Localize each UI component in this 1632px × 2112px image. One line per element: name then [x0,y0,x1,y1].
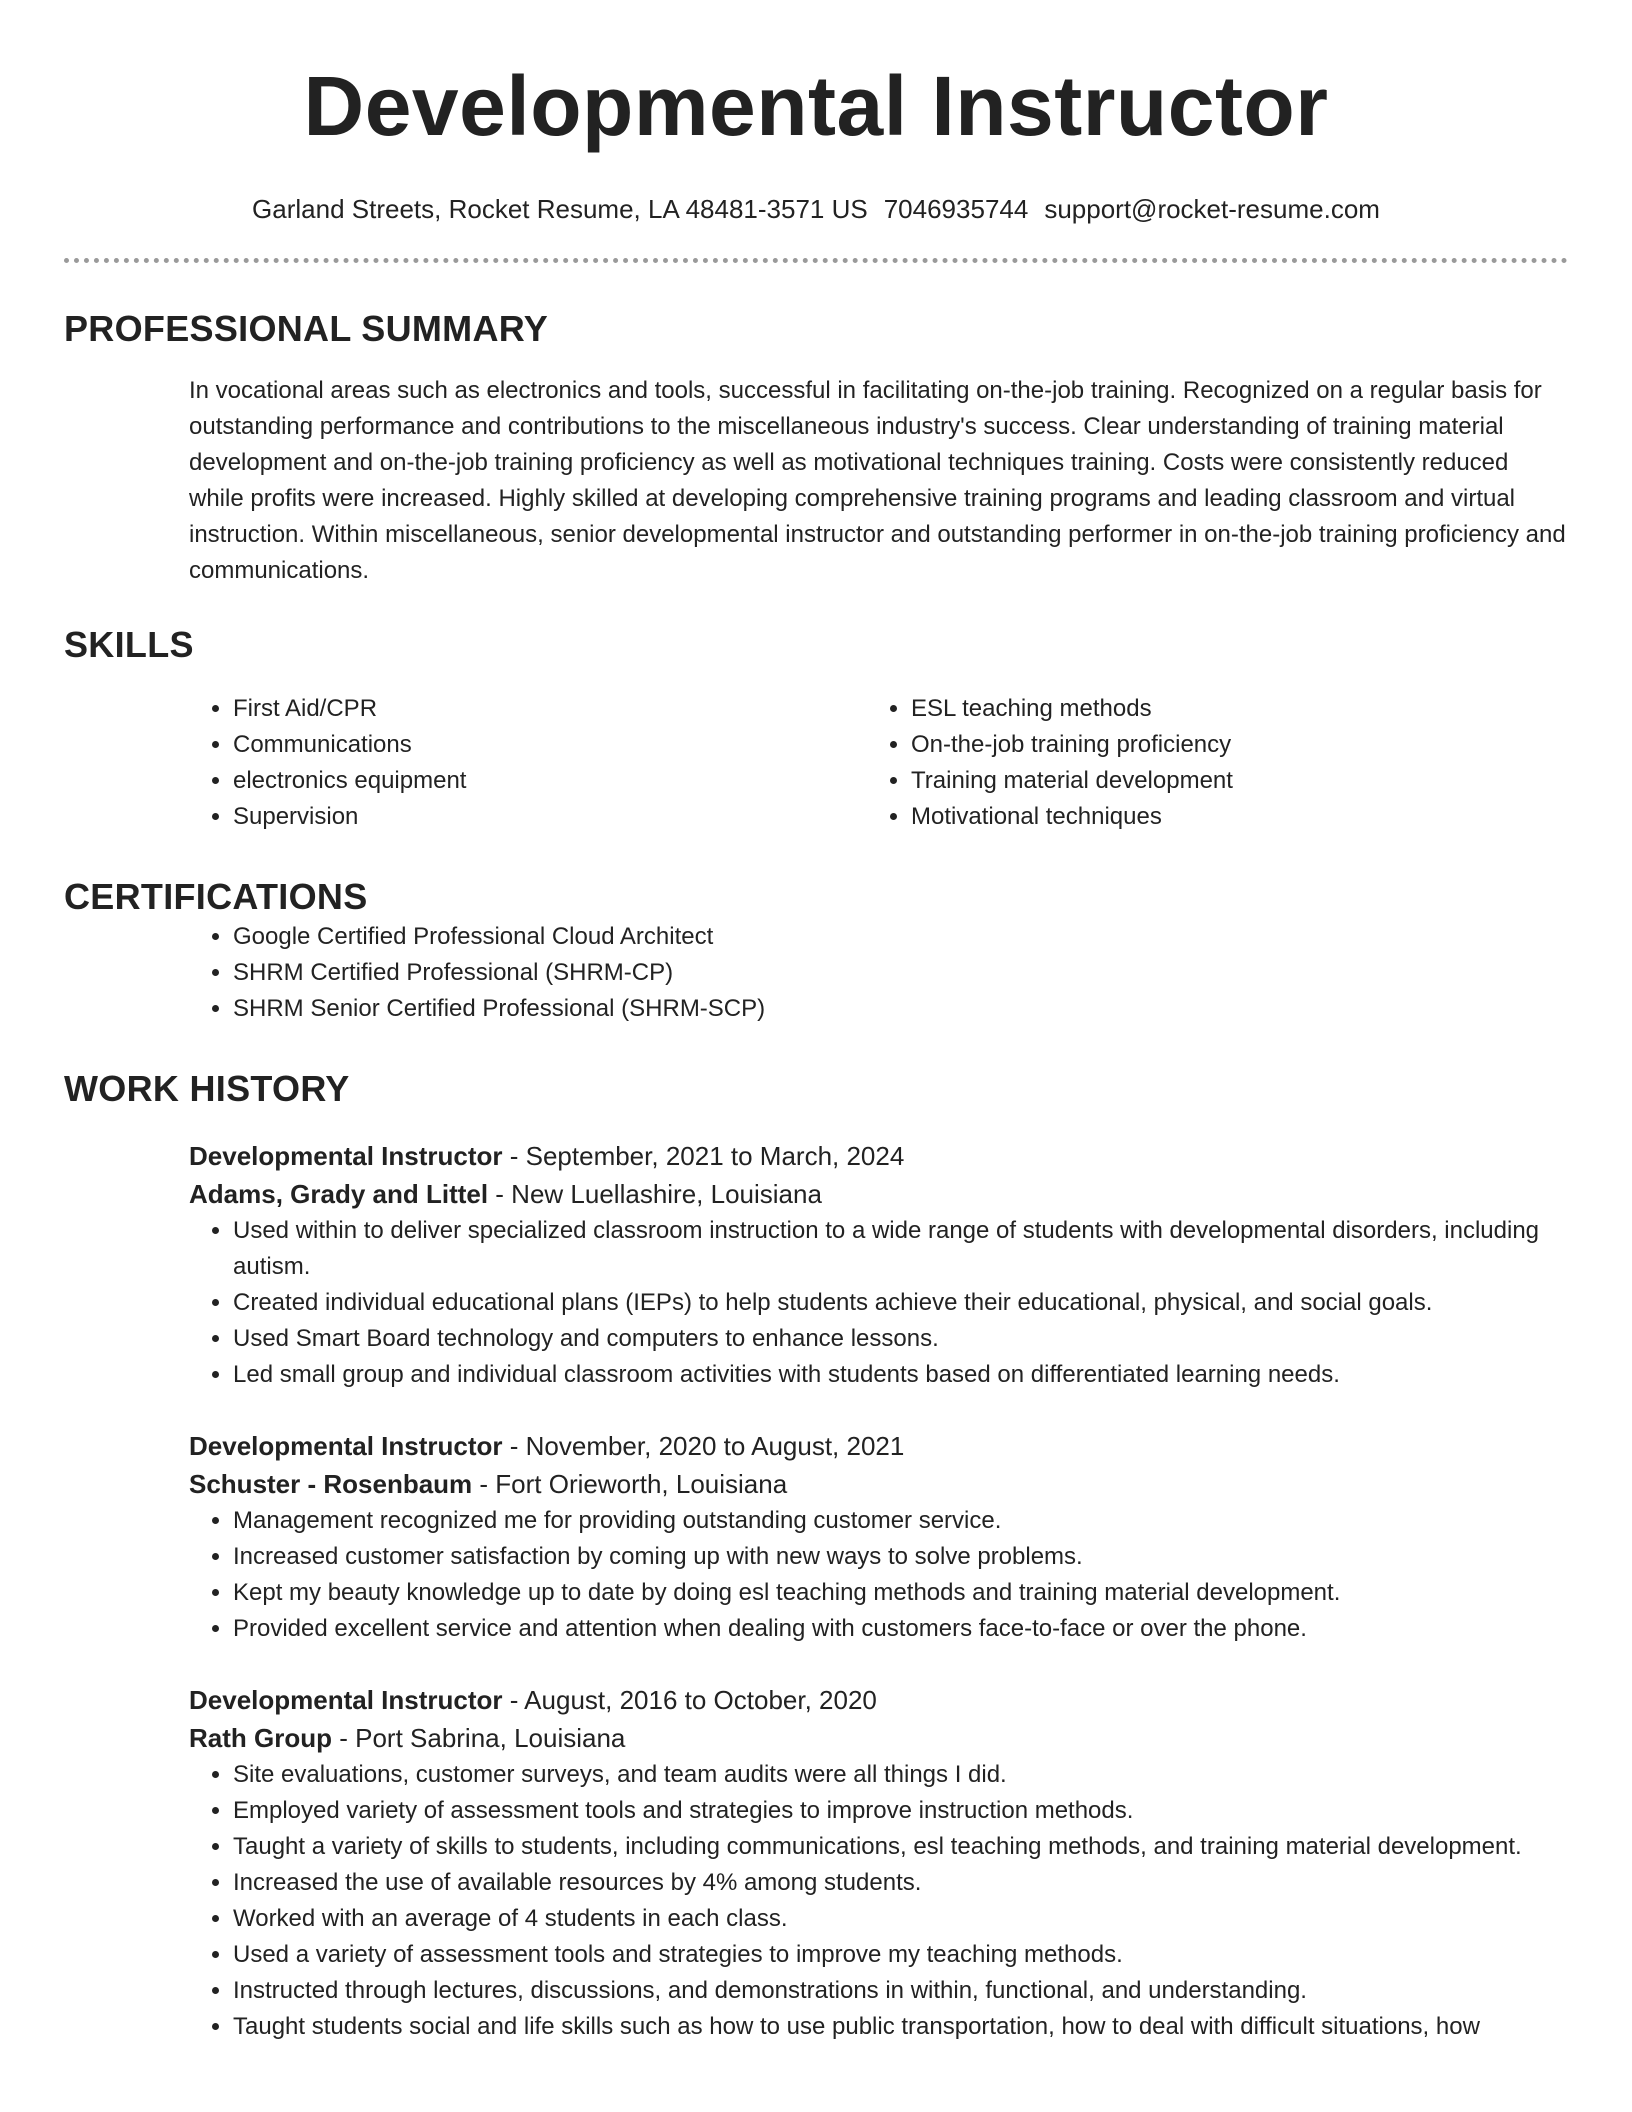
job-entry [189,1681,1568,2045]
certifications-list [189,919,1568,1027]
job-bullet: • Management recognized me for providing outstanding customer service. [233,1503,1568,1539]
skill-item: • ESL teaching methods [911,691,1545,727]
contact-phone: 7046935744 [883,194,1029,224]
job-bullet: • Worked with an average of 4 students in each class. [233,1901,1568,1937]
skill-item: • Supervision [233,799,867,835]
header-divider [64,258,1568,263]
skills-grid [189,691,1568,835]
job-bullet: • Instructed through lectures, discussions, and demonstrations in within, functional, and understanding. [233,1973,1568,2009]
job-entry [189,1427,1568,1647]
job-bullet: • Used a variety of assessment tools and strategies to improve my teaching methods. [233,1937,1568,1973]
candidate-name: Developmental Instructor [303,59,1329,153]
job-location: - Port Sabrina, Louisiana [332,1723,626,1753]
job-bullet: • Employed variety of assessment tools and strategies to improve instruction methods. [233,1793,1568,1829]
job-dates: - September, 2021 to March, 2024 [502,1141,905,1171]
job-bullet: • Created individual educational plans (IEPs) to help students achieve their educational, physical, and social goals. [233,1285,1568,1321]
job-bullet: • Taught students social and life skills such as how to use public transportation, how to deal with difficult situations, how [233,2009,1568,2045]
work-history-section [64,1067,1568,2045]
job-company: Schuster - Rosenbaum [189,1469,473,1499]
job-bullet: • Provided excellent service and attention when dealing with customers face-to-face or over the phone. [233,1611,1568,1647]
contact-email: support@rocket-resume.com [1044,194,1380,224]
job-company-line [189,1719,1568,1757]
skill-item: • Training material development [911,763,1545,799]
job-location: - New Luellashire, Louisiana [488,1179,822,1209]
summary-text: In vocational areas such as electronics and tools, successful in facilitating on-the-job training. Recognized on a regular basis for outstanding performance and contributions to the miscellaneous industry's success. Clear understanding of training material development and on-the-job training proficiency as well as motivational techniques training. Costs were consistently reduced while profits were increased. Highly skilled at developing comprehensive training programs and leading classroom and virtual instruction. Within miscellaneous, senior developmental instructor and outstanding performer in on-the-job training proficiency and communications. [189,377,1566,584]
job-location: - Fort Orieworth, Louisiana [472,1469,788,1499]
job-title: Developmental Instructor [189,1141,503,1171]
job-dates: - August, 2016 to October, 2020 [502,1685,877,1715]
summary-heading: PROFESSIONAL SUMMARY [64,308,549,349]
certifications-heading: CERTIFICATIONS [64,876,368,917]
certifications-section [64,875,1568,1027]
job-dates: - November, 2020 to August, 2021 [502,1431,905,1461]
job-company: Adams, Grady and Littel [189,1179,489,1209]
job-bullet: • Led small group and individual classroom activities with students based on differentiated learning needs. [233,1357,1568,1393]
job-company-line [189,1465,1568,1503]
job-bullet: • Increased customer satisfaction by coming up with new ways to solve problems. [233,1539,1568,1575]
job-bullet: • Kept my beauty knowledge up to date by doing esl teaching methods and training material development. [233,1575,1568,1611]
job-bullets [189,1213,1568,1393]
job-title: Developmental Instructor [189,1685,503,1715]
skills-column-left [189,691,867,835]
job-title-line [189,1681,1568,1719]
skill-item: • Motivational techniques [911,799,1545,835]
skills-column-right [867,691,1545,835]
skills-section [64,623,1568,835]
job-title-line [189,1137,1568,1175]
job-bullet: • Increased the use of available resources by 4% among students. [233,1865,1568,1901]
skill-item: • electronics equipment [233,763,867,799]
job-bullet: • Used Smart Board technology and computers to enhance lessons. [233,1321,1568,1357]
job-bullet: • Site evaluations, customer surveys, and team audits were all things I did. [233,1757,1568,1793]
job-title-line [189,1427,1568,1465]
job-bullet: • Taught a variety of skills to students, including communications, esl teaching methods, and training material development. [233,1829,1568,1865]
skills-heading: SKILLS [64,624,194,665]
skill-item: • Communications [233,727,867,763]
job-bullets [189,1757,1568,2045]
job-company-line [189,1175,1568,1213]
job-company: Rath Group [189,1723,332,1753]
work-history-heading: WORK HISTORY [64,1068,350,1109]
skill-item: • First Aid/CPR [233,691,867,727]
certification-item: • SHRM Certified Professional (SHRM-CP) [233,955,1568,991]
contact-address: Garland Streets, Rocket Resume, LA 48481-3571 US [252,194,868,224]
skill-item: • On-the-job training proficiency [911,727,1545,763]
job-entry [189,1137,1568,1393]
job-bullet: • Used within to deliver specialized classroom instruction to a wide range of students with developmental disorders, including autism. [233,1213,1568,1285]
summary-section [64,307,1568,589]
certification-item: • SHRM Senior Certified Professional (SHRM-SCP) [233,991,1568,1027]
certification-item: • Google Certified Professional Cloud Architect [233,919,1568,955]
contact-line [64,192,1568,226]
job-title: Developmental Instructor [189,1431,503,1461]
job-bullets [189,1503,1568,1647]
